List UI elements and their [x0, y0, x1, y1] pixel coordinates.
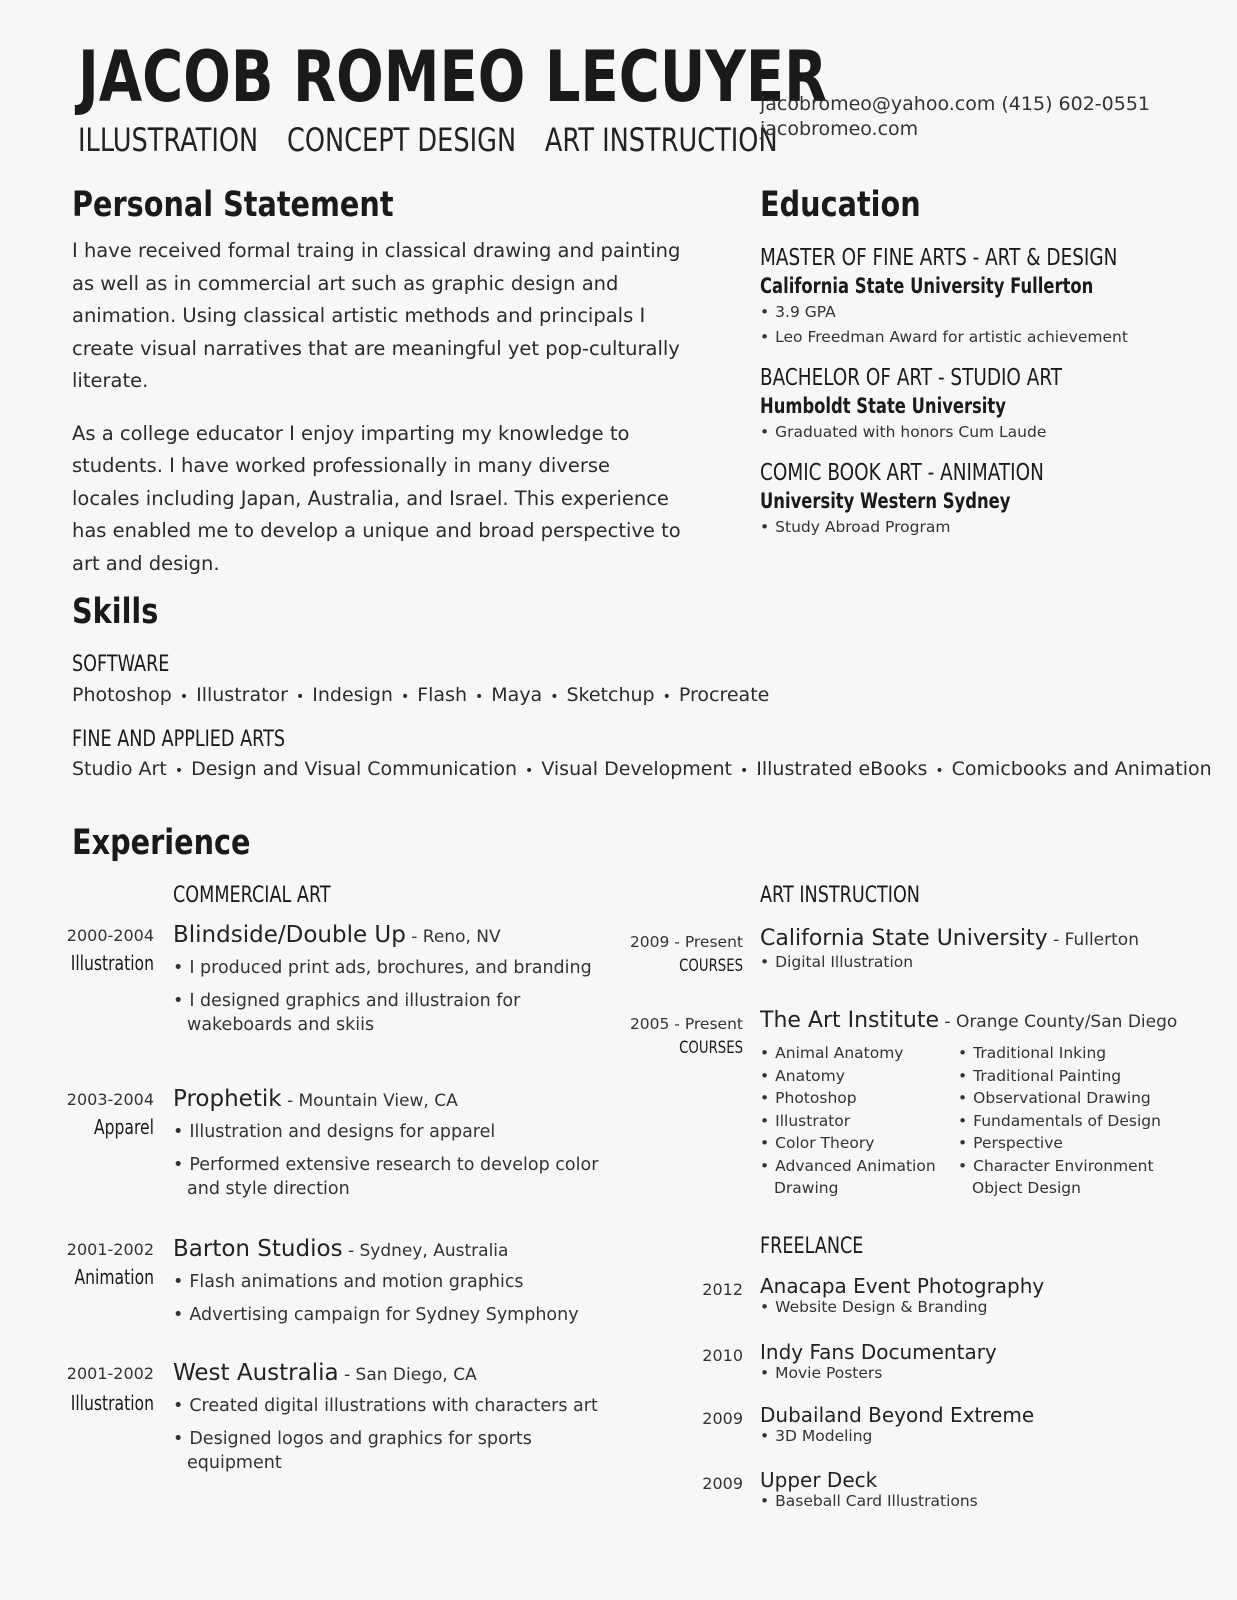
- skills-heading: Skills: [72, 592, 159, 632]
- company-location: - Mountain View, CA: [281, 1091, 458, 1111]
- skill-item: Photoshop: [72, 684, 172, 706]
- freelance-year: 2012: [702, 1280, 743, 1299]
- freelance-entry: [760, 1468, 978, 1510]
- skill-item: Studio Art: [72, 758, 167, 780]
- school-location: - Orange County/San Diego: [939, 1012, 1178, 1032]
- course-label: COURSES: [679, 956, 743, 976]
- job-meta: [40, 926, 154, 975]
- company-name: West Australia: [173, 1360, 339, 1386]
- company-name: Prophetik: [173, 1086, 282, 1112]
- job-bullet: • Illustration and designs for apparel: [173, 1120, 613, 1144]
- art-instruction-label: ART INSTRUCTION: [760, 883, 920, 908]
- course-item: • Traditional Painting: [958, 1065, 1188, 1088]
- company-location: - San Diego, CA: [338, 1365, 477, 1385]
- freelance-year: 2010: [702, 1346, 743, 1365]
- tagline-item: ILLUSTRATION: [78, 121, 259, 159]
- freelance-detail: • Website Design & Branding: [760, 1298, 1044, 1316]
- course-meta: [610, 1015, 743, 1058]
- job-bullet: • I designed graphics and illustraion for wakeboards and skiis: [173, 989, 613, 1037]
- degree-title: COMIC BOOK ART - ANIMATION: [760, 460, 1044, 486]
- arts-list: Studio Art • Design and Visual Communication • Visual Development • Illustrated eBooks • Comicbooks and Animation: [72, 758, 1212, 780]
- skill-item: Procreate: [678, 684, 770, 706]
- job-meta: [40, 1090, 154, 1139]
- software-list: Photoshop • Illustrator • Indesign • Flash • Maya • Sketchup • Procreate: [72, 684, 770, 706]
- job-years: 2003-2004: [66, 1090, 154, 1109]
- freelance-entry: [760, 1340, 997, 1382]
- course-item: • Illustrator: [760, 1110, 950, 1133]
- contact-block: [760, 92, 1150, 142]
- education-bullet: • Leo Freedman Award for artistic achievement: [760, 325, 1200, 350]
- course-item: • Color Theory: [760, 1132, 950, 1155]
- job-entry: [173, 1086, 613, 1210]
- job-entry: [173, 922, 613, 1046]
- skill-item: Illustrator: [196, 684, 288, 706]
- course-years: 2005 - Present: [629, 1015, 743, 1033]
- skill-item: Comicbooks and Animation: [951, 758, 1212, 780]
- education-item: [760, 244, 1200, 350]
- job-years: 2001-2002: [66, 1364, 154, 1383]
- job-entry: [173, 1360, 613, 1484]
- education-bullet: • Study Abroad Program: [760, 515, 1200, 540]
- course-list-right: [958, 1042, 1188, 1200]
- freelance-detail: • Movie Posters: [760, 1364, 997, 1382]
- tagline-item: ART INSTRUCTION: [544, 121, 778, 159]
- job-role: Illustration: [70, 1391, 154, 1415]
- school-name: California State University Fullerton: [760, 274, 1094, 298]
- resume-name: JACOB ROMEO LECUYER: [78, 36, 828, 118]
- school-location: - Fullerton: [1047, 930, 1139, 950]
- freelance-detail: • 3D Modeling: [760, 1427, 1034, 1445]
- school-name: Humboldt State University: [760, 394, 1006, 418]
- education-item: [760, 364, 1200, 445]
- course-item: • Digital Illustration: [760, 951, 1220, 974]
- freelance-name: Indy Fans Documentary: [760, 1340, 997, 1364]
- contact-email-phone[interactable]: jacobromeo@yahoo.com (415) 602-0551: [760, 93, 1151, 115]
- job-bullet: • Created digital illustrations with characters art: [173, 1394, 613, 1418]
- experience-heading: Experience: [72, 823, 251, 863]
- company-name: Blindside/Double Up: [173, 922, 406, 948]
- freelance-detail: • Baseball Card Illustrations: [760, 1492, 978, 1510]
- job-bullet: • Designed logos and graphics for sports equipment: [173, 1427, 613, 1475]
- school-name: The Art Institute: [760, 1008, 939, 1033]
- skill-item: Sketchup: [566, 684, 655, 706]
- degree-title: MASTER OF FINE ARTS - ART & DESIGN: [760, 245, 1118, 271]
- education-bullet: • Graduated with honors Cum Laude: [760, 420, 1200, 445]
- freelance-year: 2009: [702, 1409, 743, 1428]
- degree-title: BACHELOR OF ART - STUDIO ART: [760, 365, 1063, 391]
- freelance-name: Dubailand Beyond Extreme: [760, 1403, 1035, 1427]
- personal-statement: [72, 235, 682, 600]
- course-item: • Fundamentals of Design: [958, 1110, 1188, 1133]
- skill-item: Design and Visual Communication: [191, 758, 518, 780]
- teaching-entry: [760, 1008, 1230, 1033]
- course-item: • Traditional Inking: [958, 1042, 1188, 1065]
- job-years: 2001-2002: [66, 1240, 154, 1259]
- job-years: 2000-2004: [66, 926, 154, 945]
- company-location: - Reno, NV: [405, 927, 501, 947]
- tagline: [78, 121, 806, 159]
- arts-label: FINE AND APPLIED ARTS: [72, 727, 285, 752]
- education-list: [760, 244, 1200, 540]
- job-bullet: • Performed extensive research to develop color and style direction: [173, 1153, 613, 1201]
- freelance-label: FREELANCE: [760, 1234, 864, 1259]
- education-bullet: • 3.9 GPA: [760, 300, 1200, 325]
- freelance-entry: [760, 1274, 1044, 1316]
- course-item: • Observational Drawing: [958, 1087, 1188, 1110]
- company-location: - Sydney, Australia: [342, 1241, 509, 1261]
- course-item: • Anatomy: [760, 1065, 950, 1088]
- skill-item: Illustrated eBooks: [756, 758, 928, 780]
- personal-statement-heading: Personal Statement: [72, 185, 394, 225]
- job-bullet: • Flash animations and motion graphics: [173, 1270, 613, 1294]
- course-item: • Character Environment Object Design: [958, 1155, 1162, 1200]
- job-role: Animation: [74, 1265, 154, 1289]
- job-role: Illustration: [70, 951, 154, 975]
- skill-item: Flash: [417, 684, 468, 706]
- freelance-entry: [760, 1403, 1034, 1445]
- course-label: COURSES: [679, 1038, 743, 1058]
- school-name: California State University: [760, 926, 1048, 951]
- school-name: University Western Sydney: [760, 489, 1011, 513]
- software-label: SOFTWARE: [72, 652, 170, 677]
- freelance-name: Anacapa Event Photography: [760, 1274, 1045, 1298]
- course-meta: [610, 933, 743, 976]
- job-meta: [40, 1364, 154, 1415]
- tagline-item: CONCEPT DESIGN: [286, 121, 517, 159]
- course-item: • Perspective: [958, 1132, 1188, 1155]
- teaching-entry: [760, 926, 1220, 974]
- course-item: • Advanced Animation Drawing: [760, 1155, 950, 1200]
- education-item: [760, 459, 1200, 540]
- freelance-year: 2009: [702, 1474, 743, 1493]
- course-item: • Animal Anatomy: [760, 1042, 950, 1065]
- course-years: 2009 - Present: [629, 933, 743, 951]
- job-entry: [173, 1236, 613, 1336]
- contact-website[interactable]: jacobromeo.com: [760, 118, 919, 140]
- personal-paragraph: As a college educator I enjoy imparting my knowledge to students. I have worked professionally in many diverse locales including Japan, Australia, and Israel. This experience has enabled me to develop a unique and broad perspective to art and design.: [72, 421, 681, 575]
- job-bullet: • I produced print ads, brochures, and branding: [173, 956, 613, 980]
- commercial-art-label: COMMERCIAL ART: [173, 883, 331, 908]
- skill-item: Maya: [491, 684, 543, 706]
- job-bullet: • Advertising campaign for Sydney Symphony: [173, 1303, 613, 1327]
- skill-item: Visual Development: [541, 758, 732, 780]
- course-item: • Photoshop: [760, 1087, 950, 1110]
- freelance-name: Upper Deck: [760, 1468, 878, 1492]
- personal-paragraph: I have received formal traing in classical drawing and painting as well as in commercial art such as graphic design and animation. Using classical artistic methods and principals I create visual narratives that are meaningful yet pop-culturally literate.: [72, 239, 681, 392]
- job-role: Apparel: [93, 1115, 154, 1139]
- course-list-left: [760, 1042, 950, 1200]
- company-name: Barton Studios: [173, 1236, 343, 1262]
- job-meta: [40, 1240, 154, 1289]
- skill-item: Indesign: [312, 684, 393, 706]
- education-heading: Education: [760, 185, 921, 225]
